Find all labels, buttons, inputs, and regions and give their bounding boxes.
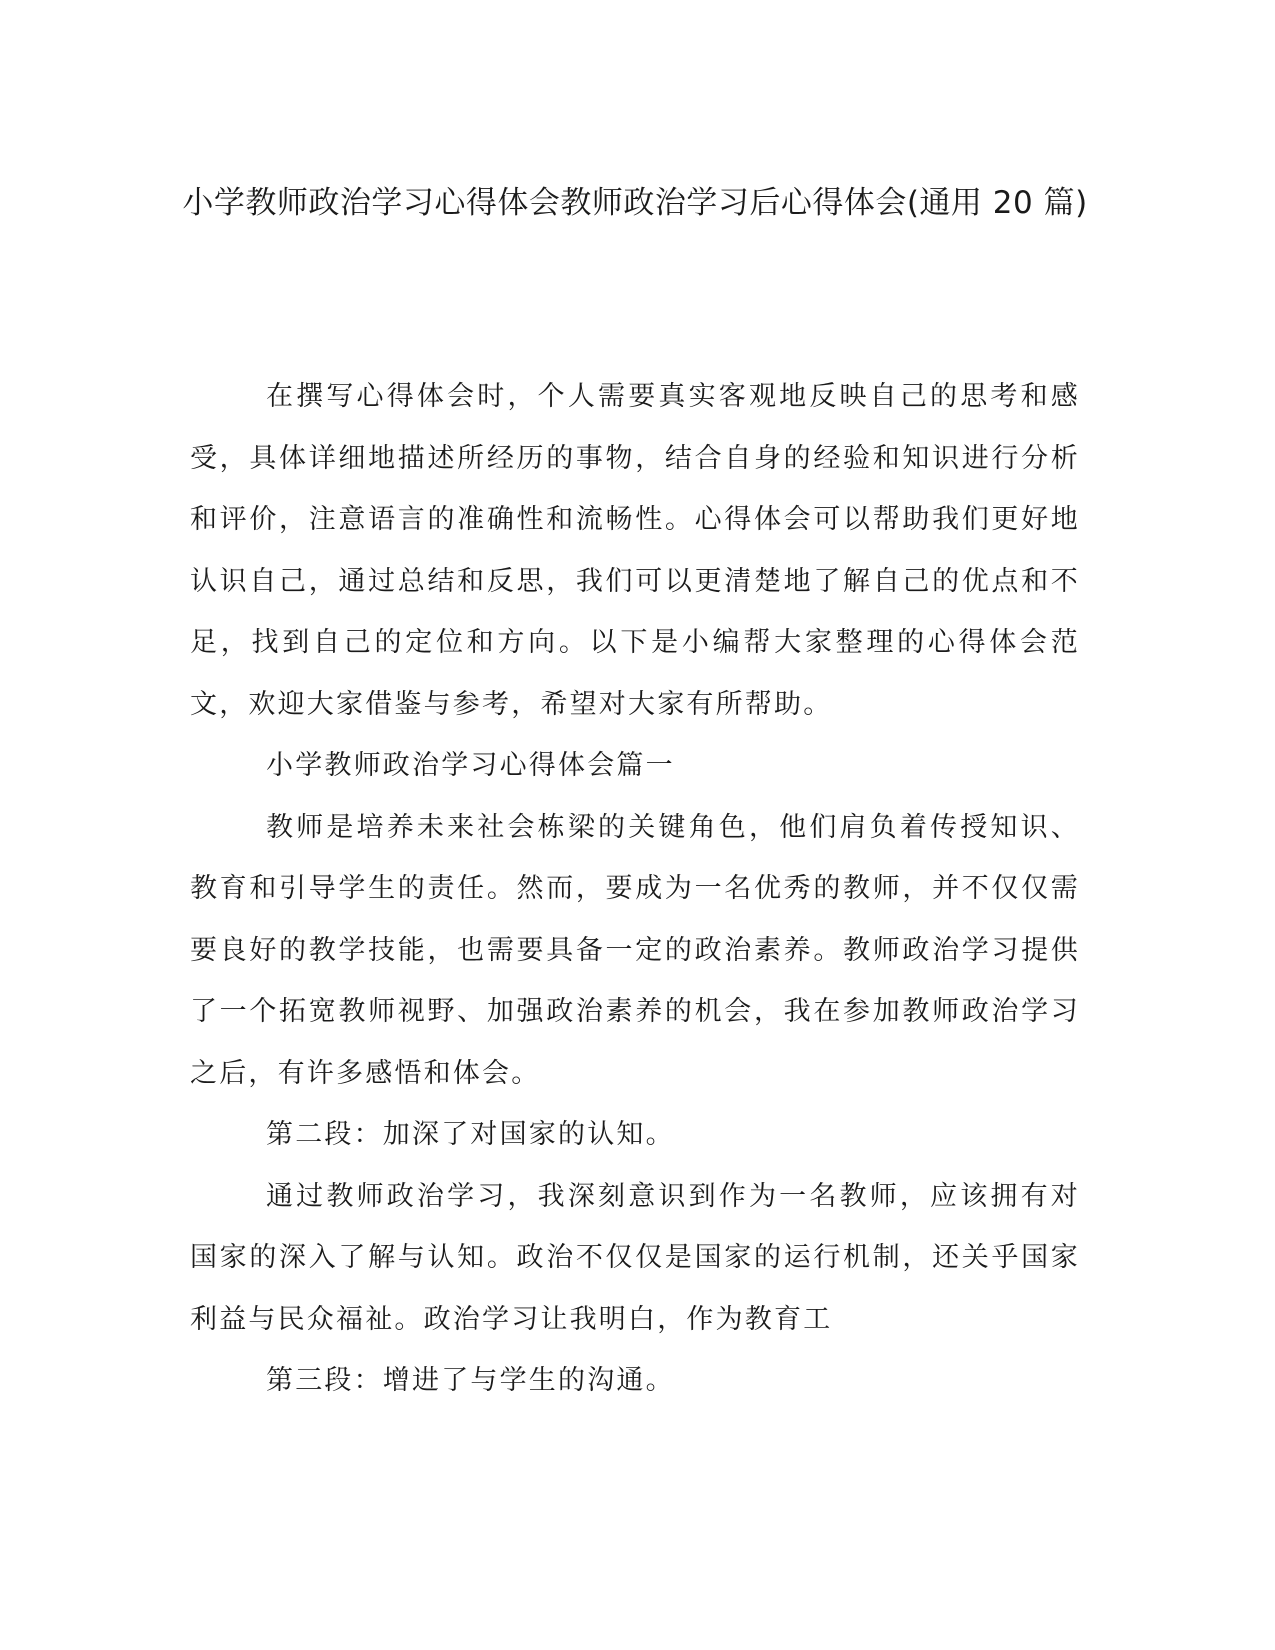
document-title: 小学教师政治学习心得体会教师政治学习后心得体会(通用 20 篇) xyxy=(182,185,1088,221)
section-heading-third-paragraph: 第三段：增进了与学生的沟通。 xyxy=(266,1365,675,1396)
intro-paragraph: 在撰写心得体会时，个人需要真实客观地反映自己的思考和感受，具体详细地描述所经历的事物，结合自身的经验和知识进行分析和评价，注意语言的准确性和流畅性。心得体会可以帮助我们更好地认识自己，通过总结和反思，我们可以更清楚地了解自己的优点和不足，找到自己的定位和方向。以下是小编帮大家整理的心得体会范文，欢迎大家借鉴与参考，希望对大家有所帮助。 xyxy=(190,381,1080,720)
second-paragraph-body: 通过教师政治学习，我深刻意识到作为一名教师，应该拥有对国家的深入了解与认知。政治不仅仅是国家的运行机制，还关乎国家利益与民众福祉。政治学习让我明白，作为教育工 xyxy=(190,1180,1080,1335)
document-body xyxy=(190,366,1080,1412)
section-heading-second-paragraph: 第二段：加深了对国家的认知。 xyxy=(266,1119,675,1150)
part-one-paragraph: 教师是培养未来社会栋梁的关键角色，他们肩负着传授知识、教育和引导学生的责任。然而，要成为一名优秀的教师，并不仅仅需要良好的教学技能，也需要具备一定的政治素养。教师政治学习提供了一个拓宽教师视野、加强政治素养的机会，我在参加教师政治学习之后，有许多感悟和体会。 xyxy=(190,811,1080,1089)
section-heading-part-one: 小学教师政治学习心得体会篇一 xyxy=(266,750,675,781)
